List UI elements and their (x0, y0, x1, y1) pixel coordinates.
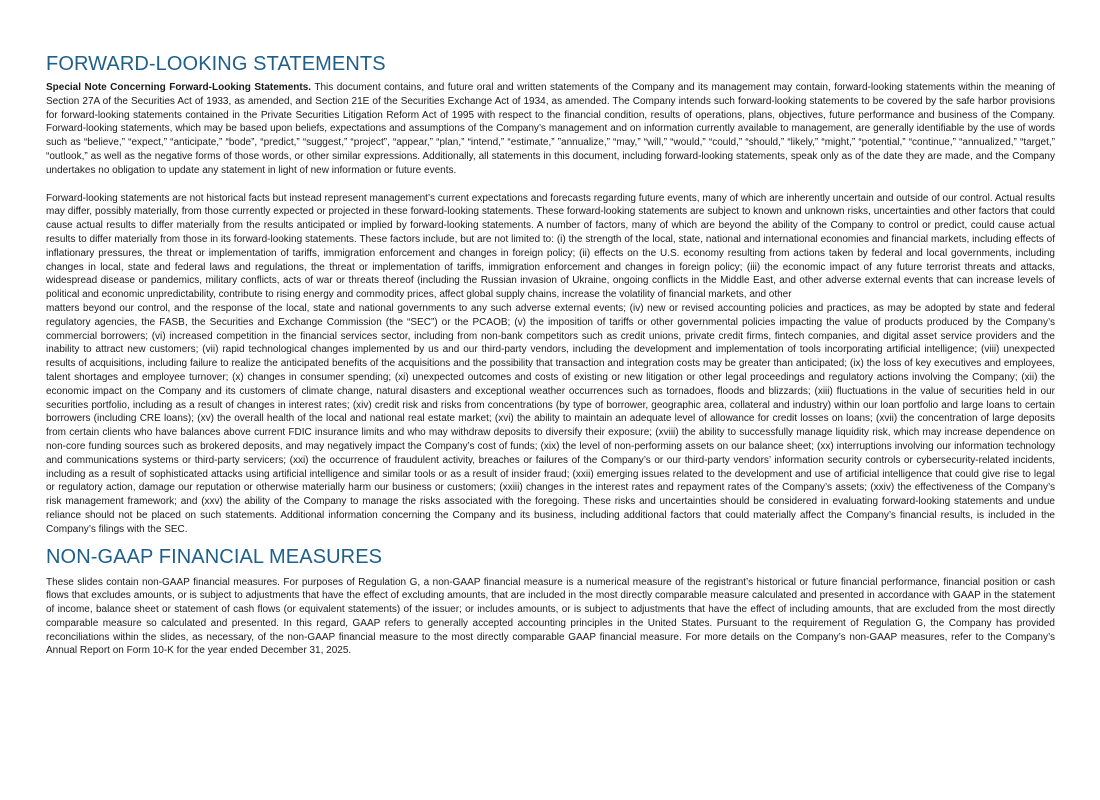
disclaimer-page (46, 52, 1055, 658)
non-gaap-heading: NON-GAAP FINANCIAL MEASURES (46, 545, 383, 568)
non-gaap-section (46, 545, 1055, 659)
special-note-lead: Special Note Concerning Forward-Looking Statements. (46, 82, 312, 93)
special-note-body: This document contains, and future oral and written statements of the Company and its management may contain, forward-looking statements within the meaning of Section 27A of the Securities Act of 1933, as amended, and Section 21E of the Securities Exchange Act of 1934, as amended. The Company intends such forward-looking statements to be covered by the safe harbor provisions for forward-looking statements contained in the Private Securities Litigation Reform Act of 1995 with respect to the financial condition, results of operations, plans, objectives, future performance and business of the Company. Forward-looking statements, which may be based upon beliefs, expectations and assumptions of the Company’s management and on information currently available to management, are generally identifiable by the use of words such as “believe,” “expect,” “anticipate,” “bode”, “predict,” “suggest,” “project”, “appear,” “plan,” “intend,” “estimate,” ”annualize,” “may,” “will,” “would,” “could,” “should,” “likely,” “might,” “potential,” “continue,” “annualized,” “target,” “outlook,” as well as the negative forms of those words, or other similar expressions. Additionally, all statements in this document, including forward-looking statements, speak only as of the date they are made, and the Company undertakes no obligation to update any statement in light of new information or future events. (46, 82, 1056, 176)
non-gaap-paragraph: These slides contain non-GAAP financial measures. For purposes of Regulation G, a non-GAAP financial measure is a numerical measure of the registrant’s historical or future financial performance, financial position or cash flows that excludes amounts, or is subject to adjustments that have the effect of excluding amounts, that are included in the most directly comparable measure calculated and presented in accordance with GAAP in the statement of income, balance sheet or statement of cash flows (or equivalent statements) of the issuer; or includes amounts, or is subject to adjustments that have the effect of including amounts, that are excluded from the most directly comparable measure so calculated and presented. In this regard, GAAP refers to generally accepted accounting principles in the United States. Pursuant to the requirement of Regulation G, the Company has provided reconciliations within the slides, as necessary, of the non-GAAP financial measure to the most directly comparable GAAP financial measure. For more details on the Company’s non-GAAP measures, refer to the Company’s Annual Report on Form 10-K for the year ended December 31, 2025. (46, 576, 1055, 657)
special-note-paragraph (46, 81, 1055, 178)
forward-looking-section (46, 52, 1055, 537)
risk-factors-paragraph: Forward-looking statements are not historical facts but instead represent management’s current expectations and forecasts regarding future events, many of which are inherently uncertain and outside of our control. Actual results may differ, possibly materially, from those currently expected or projected in these forward-looking statements. These forward-looking statements are subject to known and unknown risks, uncertainties and other factors that could cause actual results to differ materially from the results anticipated or implied by forward-looking statements. A number of factors, many of which are beyond the ability of the Company to control or predict, could cause actual results to differ materially from those in its forward-looking statements. These factors include, but are not limited to: (i) the strength of the local, state, national and international economies and financial markets, including effects of inflationary pressures, the threat or implementation of tariffs, immigration enforcement and changes in foreign policy; (ii) effects on the U.S. economy resulting from actions taken by federal and local governments, including changes in local, state and federal laws and regulations, the threat or implementation of tariffs, immigration enforcement and changes in foreign policy; (iii) the economic impact of any future terrorist threats and attacks, widespread disease or pandemics, military conflicts, acts of war or threats thereof (including the Russian invasion of Ukraine, ongoing conflicts in the Middle East, and other adverse external events that can increase levels of political and economic unpredictability, contribute to rising energy and commodity prices, affect global supply chains, increase the volatility of financial markets, and other (46, 192, 1055, 301)
risk-factors-continued-paragraph: matters beyond our control, and the response of the local, state and national governments to any such adverse external events; (iv) new or revised accounting policies and practices, as may be adopted by state and federal regulatory agencies, the FASB, the Securities and Exchange Commission (the “SEC”) or the PCAOB; (v) the imposition of tariffs or other governmental policies impacting the value of products produced by the Company’s commercial borrowers; (vi) increased competition in the financial services sector, including from non-bank competitors such as credit unions, private credit firms, fintech companies, and digital asset service providers and the inability to attract new customers; (vii) rapid technological changes implemented by us and our third-party vendors, including the development and implementation of tools incorporating artificial intelligence; (viii) unexpected results of acquisitions, including failure to realize the anticipated benefits of the acquisitions and the possibility that transaction and integration costs may be greater than anticipated; (ix) the loss of key executives and employees, talent shortages and employee turnover; (x) changes in consumer spending; (xi) unexpected outcomes and costs of existing or new litigation or other legal proceedings and regulatory actions involving the Company; (xii) the economic impact on the Company and its customers of climate change, natural disasters and exceptional weather occurrences such as tornadoes, floods and blizzards; (xiii) fluctuations in the value of securities held in our securities portfolio, including as a result of changes in interest rates; (xiv) credit risk and risks from concentrations (by type of borrower, geographic area, collateral and industry) within our loan portfolio and large loans to certain borrowers (including CRE loans); (xv) the overall health of the local and national real estate market; (xvi) the ability to maintain an adequate level of allowance for credit losses on loans; (xvii) the concentration of large deposits from certain clients who have balances above current FDIC insurance limits and who may withdraw deposits to diversify their exposure; (xviii) the ability to successfully manage liquidity risk, which may increase dependence on non-core funding sources such as brokered deposits, and may negatively impact the Company’s cost of funds; (xix) the level of non-performing assets on our balance sheet; (xx) interruptions involving our information technology and communications systems or third-party servicers; (xxi) the occurrence of fraudulent activity, breaches or failures of the Company’s or our third-party vendors’ information security controls or cybersecurity-related incidents, including as a result of sophisticated attacks using artificial intelligence and similar tools or as a result of insider fraud; (xxii) emerging issues related to the development and use of artificial intelligence that could give rise to legal or regulatory action, damage our reputation or otherwise materially harm our business or customers; (xxiii) changes in the interest rates and repayment rates of the Company’s assets; (xxiv) the effectiveness of the Company’s risk management framework; and (xxv) the ability of the Company to manage the risks associated with the foregoing. These risks and uncertainties should be considered in evaluating forward-looking statements and undue reliance should not be placed on such statements. Additional information concerning the Company and its business, including additional factors that could materially affect the Company’s financial results, is included in the Company’s filings with the SEC. (46, 302, 1055, 535)
forward-looking-heading: FORWARD-LOOKING STATEMENTS (46, 53, 386, 75)
